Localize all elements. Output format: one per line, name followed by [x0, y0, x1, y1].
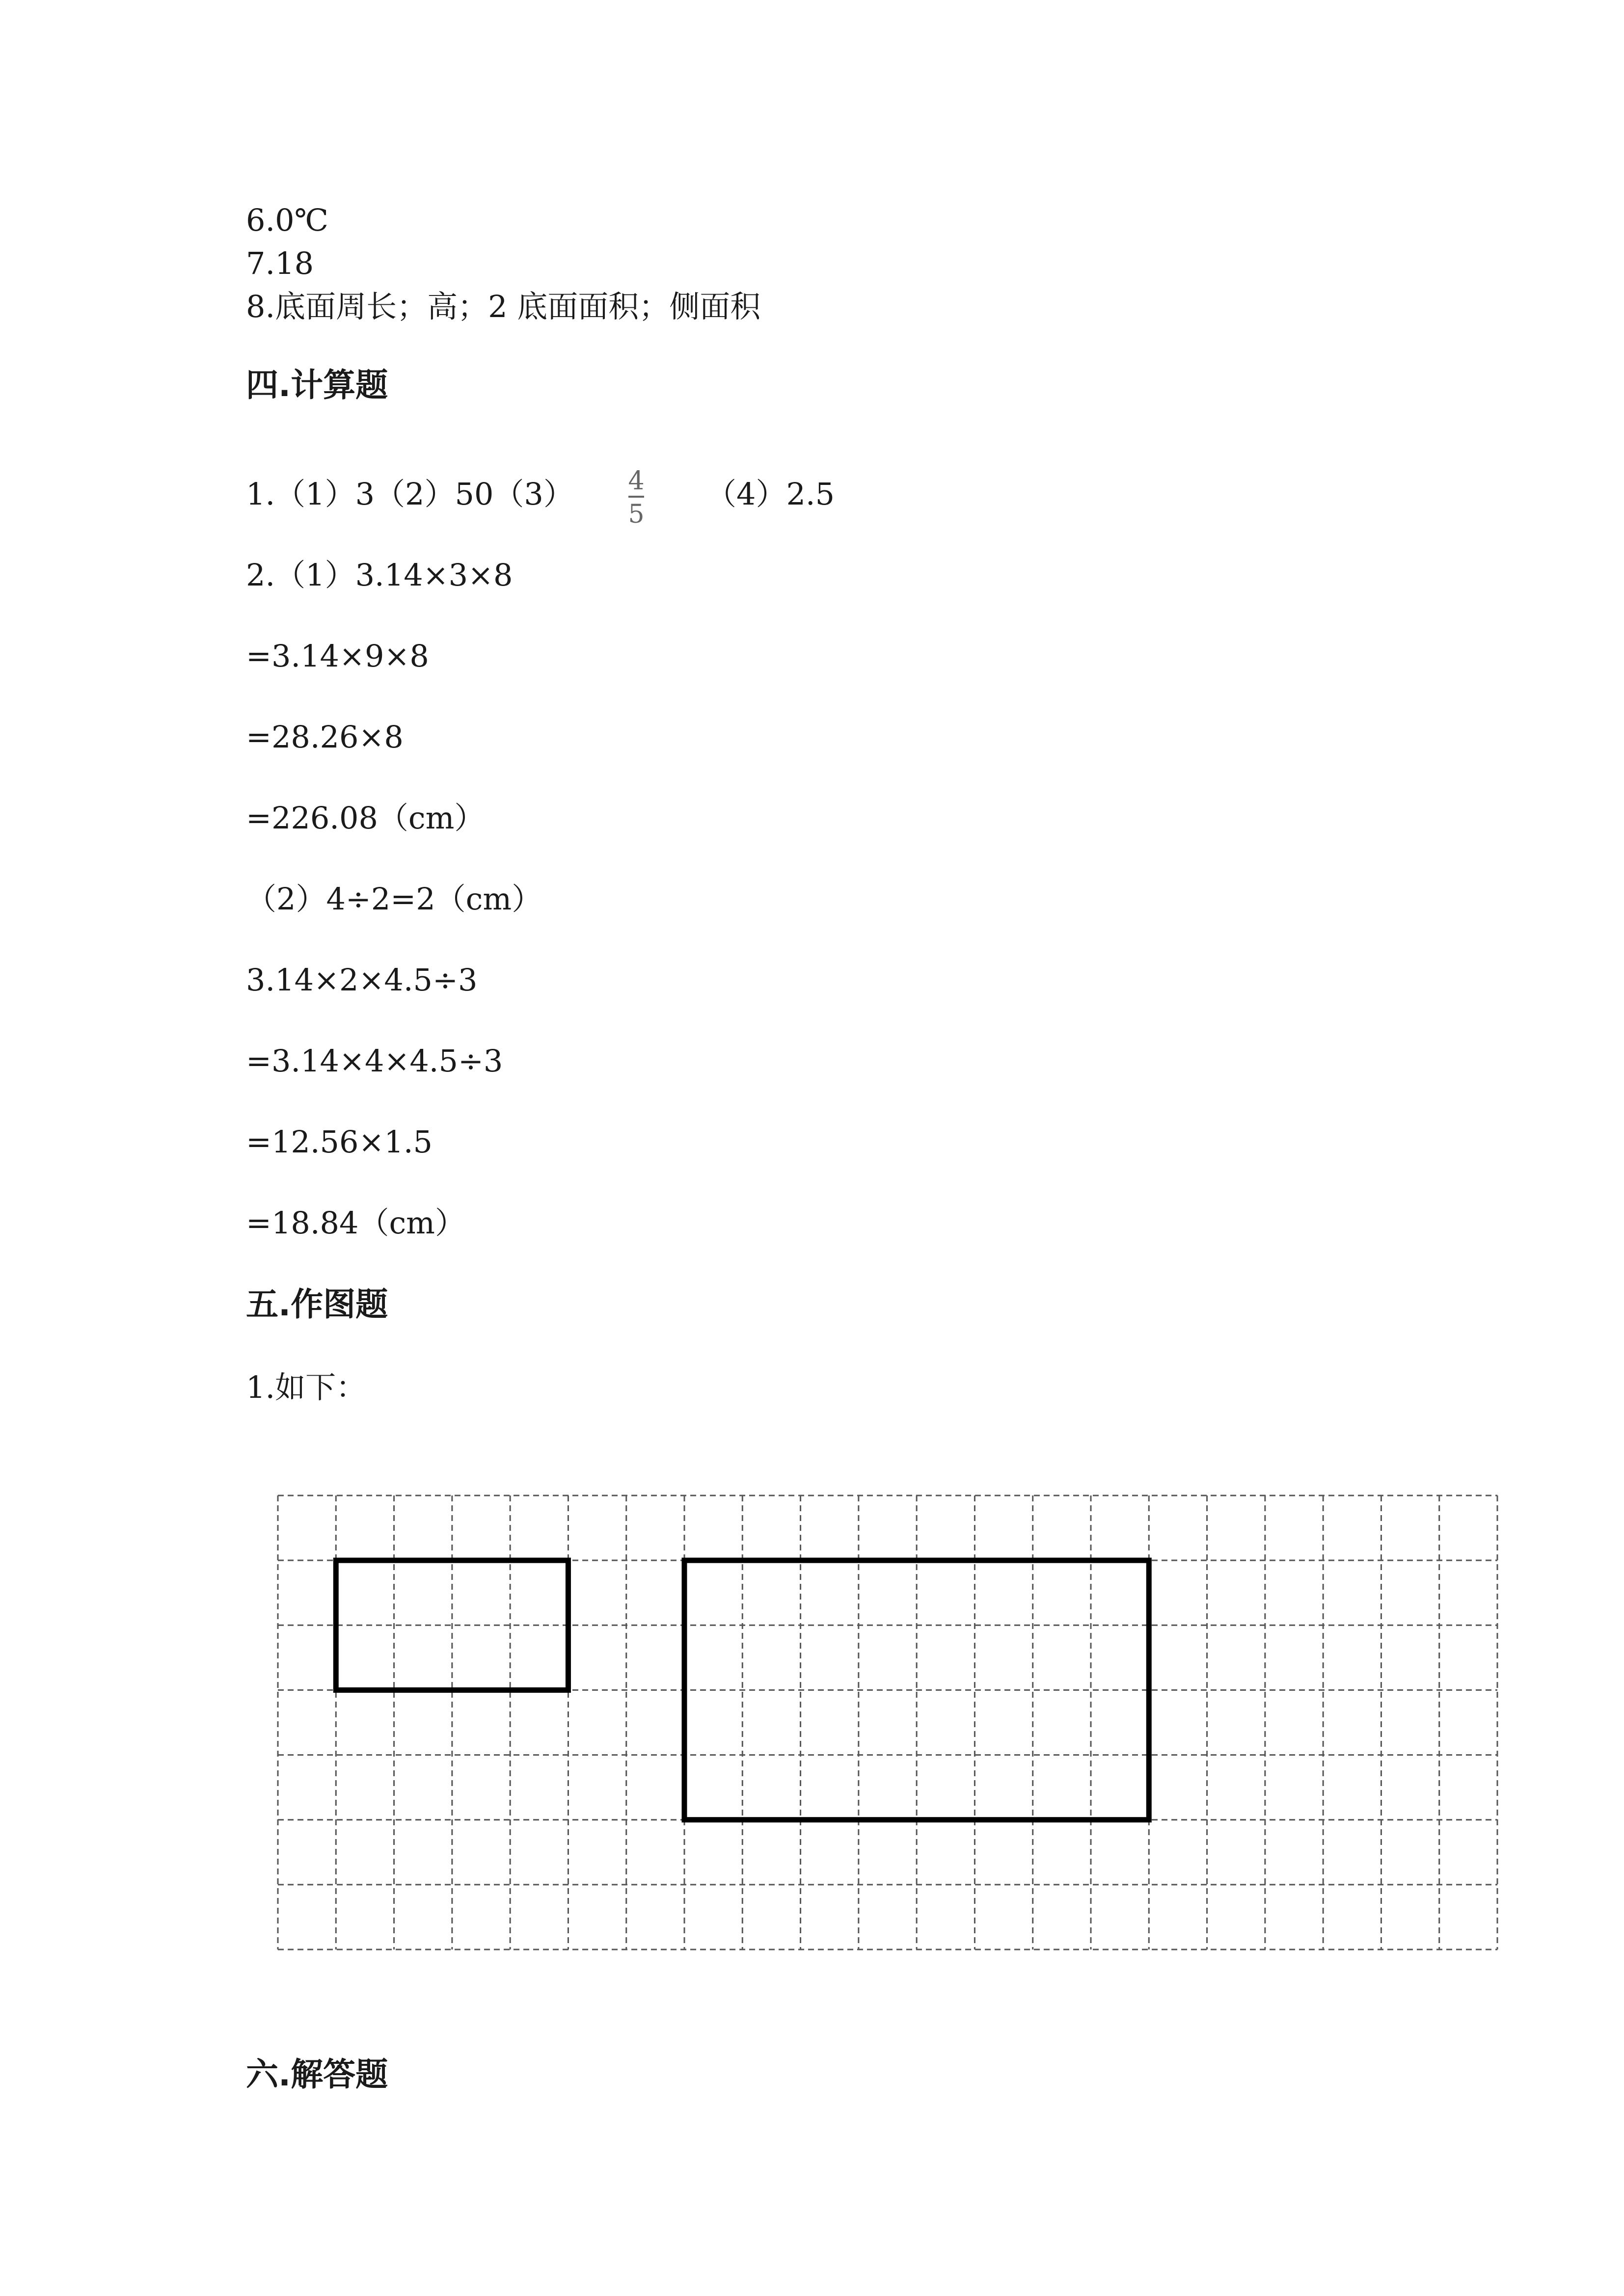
calc-q1-suffix: （4）2.5 [706, 476, 835, 512]
section-4-title: 四.计算题 [246, 366, 388, 404]
answer-8: 8.底面周长；高；2 底面面积；侧面积 [246, 289, 761, 324]
drawing-q1-label: 1.如下： [246, 1369, 367, 1405]
calc-line: 3.14×2×4.5÷3 [246, 962, 478, 998]
fraction-denominator: 5 [628, 500, 645, 529]
calc-line: =28.26×8 [246, 719, 404, 755]
section-5-title: 五.作图题 [246, 1285, 388, 1323]
calc-line: =12.56×1.5 [246, 1124, 433, 1160]
calc-line: =226.08（cm） [246, 800, 485, 836]
section-6-title: 六.解答题 [246, 2056, 388, 2093]
answer-6: 6.0℃ [246, 202, 328, 238]
fraction-numerator: 4 [628, 466, 645, 496]
calc-line: =3.14×4×4.5÷3 [246, 1043, 503, 1079]
calc-line: （2）4÷2=2（cm） [246, 881, 542, 917]
calc-q1-prefix: 1.（1）3（2）50（3） [246, 476, 574, 512]
calc-line: =18.84（cm） [246, 1205, 465, 1241]
answer-7: 7.18 [246, 245, 314, 281]
calc-line: 2.（1）3.14×3×8 [246, 557, 513, 593]
calc-line: =3.14×9×8 [246, 638, 429, 674]
